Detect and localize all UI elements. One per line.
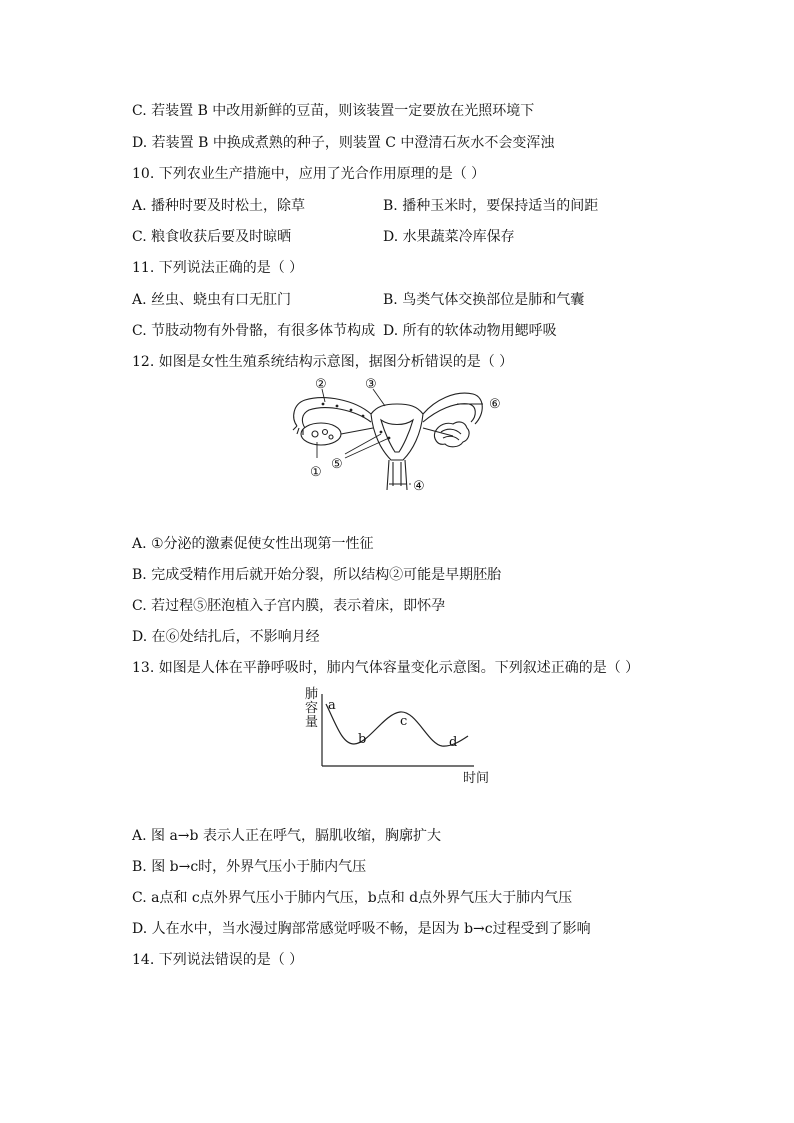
q10-option-b: B. 播种玉米时，要保持适当的间距: [383, 198, 599, 214]
q12-option-d: D. 在⑥处结扎后，不影响月经: [132, 629, 320, 645]
chart-xlabel: 时间: [463, 771, 490, 786]
q9-option-d: D. 若装置 B 中换成煮熟的种子，则装置 C 中澄清石灰水不会变浑浊: [132, 135, 555, 151]
point-label-b: b: [358, 732, 367, 747]
lung-volume-curve: [326, 704, 468, 746]
q11-option-c: C. 节肢动物有外骨骼，有很多体节构成: [132, 323, 376, 339]
q11-option-d: D. 所有的软体动物用鳃呼吸: [383, 323, 557, 339]
diagram-label-6: ⑥: [489, 397, 501, 412]
q13-option-c: C. a点和 c点外界气压小于肺内气压，b点和 d点外界气压大于肺内气压: [132, 890, 573, 906]
q12-option-a: A. ①分泌的激素促使女性出现第一性征: [132, 536, 374, 552]
point-label-a: a: [328, 698, 336, 713]
q10-option-c: C. 粮食收获后要及时晾晒: [132, 229, 292, 245]
diagram-label-2: ②: [315, 377, 327, 392]
point-label-c: c: [400, 714, 408, 729]
q13-option-a: A. 图 a→b 表示人正在呼气，膈肌收缩，胸廓扩大: [132, 828, 441, 844]
q10-option-a: A. 播种时要及时松土，除草: [132, 198, 306, 214]
lung-volume-chart: [296, 684, 506, 790]
diagram-label-3: ③: [365, 377, 377, 392]
chart-ylabel-char: 量: [305, 715, 319, 730]
q11-option-a: A. 丝虫、蛲虫有口无肛门: [132, 292, 292, 308]
diagram-label-1: ①: [310, 465, 322, 480]
chart-ylabel: [305, 686, 318, 730]
q12-option-c: C. 若过程⑤胚泡植入子宫内膜，表示着床，即怀孕: [132, 598, 446, 614]
chart-ylabel-char: 容: [305, 701, 319, 716]
point-label-d: d: [449, 735, 458, 750]
q11-option-b: B. 鸟类气体交换部位是肺和气囊: [383, 292, 585, 308]
q13-stem: 13. 如图是人体在平静呼吸时，肺内气体容量变化示意图。下列叙述正确的是（ ）: [132, 660, 640, 676]
q10-stem: 10. 下列农业生产措施中，应用了光合作用原理的是（ ）: [132, 166, 486, 182]
q14-stem: 14. 下列说法错误的是（ ）: [132, 952, 304, 968]
q10-option-d: D. 水果蔬菜冷库保存: [383, 229, 515, 245]
q12-option-b: B. 完成受精作用后就开始分裂，所以结构②可能是早期胚胎: [132, 567, 502, 583]
female-reproductive-system-diagram: [285, 372, 510, 494]
q11-stem: 11. 下列说法正确的是（ ）: [132, 260, 304, 276]
q12-stem: 12. 如图是女性生殖系统结构示意图，据图分析错误的是（ ）: [132, 354, 514, 370]
diagram-label-4: ④: [413, 479, 425, 494]
diagram-label-5: ⑤: [331, 457, 343, 472]
q13-option-d: D. 人在水中，当水漫过胸部常感觉呼吸不畅，是因为 b→c过程受到了影响: [132, 921, 591, 937]
q13-option-b: B. 图 b→c时，外界气压小于肺内气压: [132, 859, 367, 875]
chart-ylabel-char: 肺: [305, 687, 319, 702]
q9-option-c: C. 若装置 B 中改用新鲜的豆苗，则该装置一定要放在光照环境下: [132, 103, 535, 119]
